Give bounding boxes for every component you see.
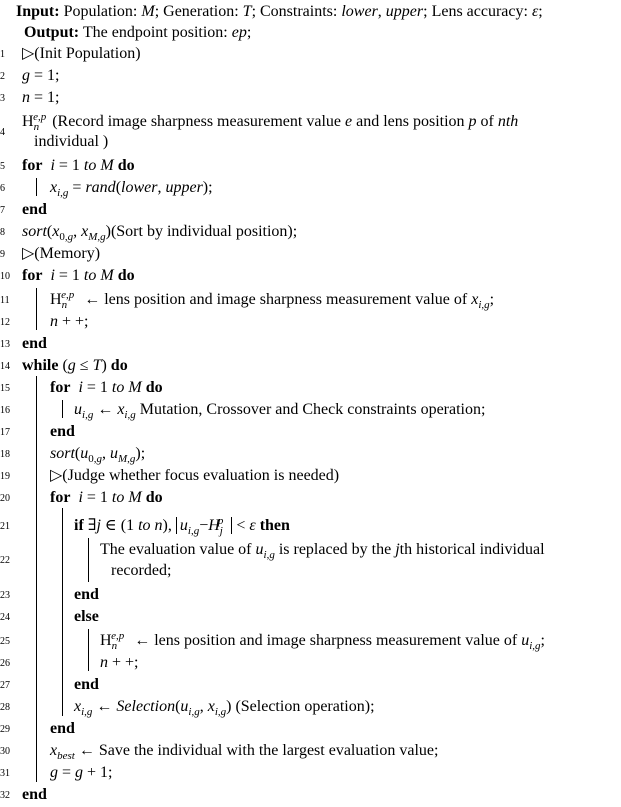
line-number: 29 — [0, 724, 10, 735]
line-number: 21 — [0, 521, 10, 532]
algo-line-15 — [0, 376, 621, 399]
line-text: $H_n^{e,p}$ (Record image sharpness measurement value e and lens position p of nth — [22, 110, 519, 134]
line-text: g = g + 1; — [50, 764, 113, 781]
line-number: 12 — [0, 317, 10, 328]
algo-line-23 — [0, 583, 621, 606]
algo-line-19 — [0, 464, 621, 487]
line-text: end — [74, 586, 99, 603]
line-number: 15 — [0, 383, 10, 394]
line-number: 13 — [0, 339, 10, 350]
line-number: 20 — [0, 493, 10, 504]
line-text: $sort(u_{0,g}$, $u_{M,g}$); — [50, 445, 146, 466]
line-text: end — [50, 720, 75, 737]
line-number: 4 — [0, 127, 5, 138]
algo-line-5 — [0, 154, 621, 177]
line-number: 17 — [0, 427, 10, 438]
line-number: 24 — [0, 612, 10, 623]
line-number: 7 — [0, 205, 5, 216]
block-bar — [62, 400, 63, 418]
block-bar — [36, 376, 37, 782]
algo-line-24 — [0, 605, 621, 628]
line-number: 3 — [0, 93, 5, 104]
input-line — [0, 0, 621, 23]
line-text: for i = 1 to M do — [22, 157, 135, 174]
line-text: ▷(Memory) — [22, 245, 101, 262]
output-text: The endpoint position: ep; — [82, 24, 252, 41]
line-number: 10 — [0, 271, 10, 282]
line-number: 28 — [0, 702, 10, 713]
line-text: ▷(Judge whether focus evaluation is needed) — [50, 467, 340, 484]
line-text: ▷(Init Population) — [22, 45, 141, 62]
line-number: 30 — [0, 746, 10, 757]
algo-line-27 — [0, 673, 621, 696]
line-text: for i = 1 to M do — [22, 267, 135, 284]
line-text: end — [22, 201, 47, 218]
line-text: The evaluation value of $u_{i,g}$ is replaced by the jth historical individual — [100, 541, 545, 562]
line-text: $x_{best}$ ← Save the individual with the largest evaluation value; — [50, 742, 439, 763]
algo-line-3 — [0, 86, 621, 109]
line-number: 8 — [0, 227, 5, 238]
algo-line-31 — [0, 761, 621, 784]
line-number: 1 — [0, 49, 5, 60]
block-bar — [36, 178, 37, 196]
line-number: 14 — [0, 361, 10, 372]
algo-line-22 — [0, 538, 621, 566]
algo-line-30 — [0, 739, 621, 762]
line-number: 22 — [0, 555, 10, 566]
line-text: $x_{i,g}$ = rand(lower, upper); — [50, 179, 213, 200]
line-number: 2 — [0, 71, 5, 82]
algo-line-22-cont — [0, 559, 621, 582]
line-number: 23 — [0, 590, 10, 601]
line-text: while (g ≤ T) do — [22, 357, 128, 374]
line-number: 16 — [0, 405, 10, 416]
line-text: else — [74, 608, 99, 625]
line-text: n + +; — [100, 654, 139, 671]
line-text: end — [50, 423, 75, 440]
line-text: recorded; — [111, 562, 172, 579]
line-text: end — [22, 786, 47, 803]
algo-line-18 — [0, 442, 621, 465]
line-number: 32 — [0, 790, 10, 801]
block-bar — [88, 538, 89, 582]
line-text: end — [74, 676, 99, 693]
algo-line-12 — [0, 310, 621, 333]
line-text: $sort(x_{0,g}$, $x_{M,g})(Sort$ by individual position); — [22, 223, 298, 244]
algo-line-7 — [0, 198, 621, 221]
input-label: Input: — [16, 3, 60, 20]
line-text: $H_n^{e,p}$ ← lens position and image sharpness measurement value of $x_{i,g}$; — [50, 288, 495, 312]
line-number: 25 — [0, 636, 10, 647]
line-number: 19 — [0, 471, 10, 482]
line-number: 31 — [0, 768, 10, 779]
line-text: individual ) — [34, 133, 109, 150]
line-text: $u_{i,g}$ ← $x_{i,g}$ Mutation, Crossover and Check constraints operation; — [74, 401, 486, 422]
line-text: $x_{i,g}$ ← $Selection(u_{i,g}$, $x_{i,g}$) (Selection operation); — [74, 698, 375, 719]
line-text: n + +; — [50, 313, 89, 330]
line-text: g = 1; — [22, 67, 60, 84]
algo-line-20 — [0, 486, 621, 509]
algo-line-26 — [0, 651, 621, 674]
algo-line-8 — [0, 220, 621, 243]
line-number: 6 — [0, 183, 5, 194]
block-bar — [62, 508, 63, 716]
line-number: 11 — [0, 295, 10, 306]
algo-line-1 — [0, 42, 621, 65]
line-text: end — [22, 335, 47, 352]
algo-line-4-cont — [0, 130, 621, 153]
output-line — [0, 21, 621, 44]
algo-line-9 — [0, 242, 621, 265]
algo-line-29 — [0, 717, 621, 740]
line-number: 27 — [0, 680, 10, 691]
algo-line-25 — [0, 629, 621, 652]
line-text: $H_n^{e,p}$ ← lens position and image sharpness measurement value of $u_{i,g}$; — [100, 629, 545, 653]
line-text: for i = 1 to M do — [50, 489, 163, 506]
algo-line-21 — [0, 514, 621, 537]
algo-line-16 — [0, 398, 621, 421]
line-number: 18 — [0, 449, 10, 460]
block-bar — [88, 629, 89, 671]
output-label: Output: — [24, 24, 80, 41]
line-number: 9 — [0, 249, 5, 260]
block-bar — [36, 288, 37, 330]
algo-line-13 — [0, 332, 621, 355]
algo-line-17 — [0, 420, 621, 443]
algo-line-28 — [0, 695, 621, 718]
line-text: n = 1; — [22, 89, 60, 106]
line-number: 5 — [0, 161, 5, 172]
input-text: Population: M; Generation: T; Constraints: lower, upper; Lens accuracy: ε; — [63, 3, 543, 20]
line-number: 26 — [0, 658, 10, 669]
line-text: for i = 1 to M do — [50, 379, 163, 396]
algo-line-11 — [0, 288, 621, 311]
algo-line-14 — [0, 354, 621, 377]
algo-line-10 — [0, 264, 621, 287]
algo-line-2 — [0, 64, 621, 87]
line-text: if ∃j ∈ (1 to n), $u_{i,g}-H_j^p < \varepsilon$ then — [74, 514, 290, 538]
algo-line-6 — [0, 176, 621, 199]
